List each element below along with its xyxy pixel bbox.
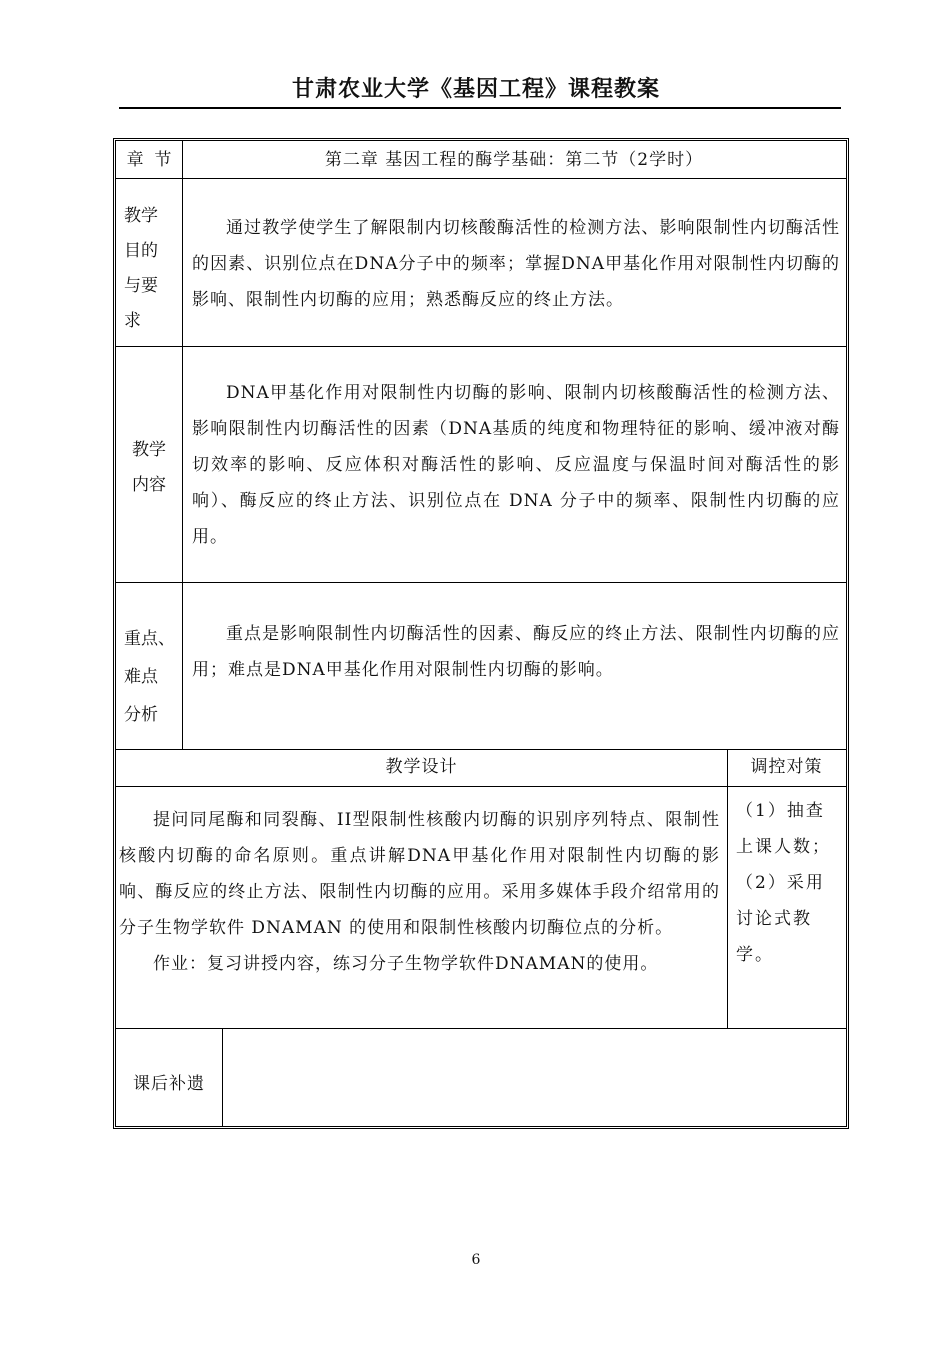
row-divider (116, 786, 846, 787)
homework-paragraph: 作业：复习讲授内容，练习分子生物学软件DNAMAN的使用。 (153, 954, 659, 974)
row-divider (116, 582, 846, 583)
control-strategy-text: （1）抽查上课人数；（2）采用讨论式教学。 (736, 801, 831, 965)
supplement-label: 课后补遗 (133, 1074, 205, 1094)
row-divider (116, 1028, 846, 1029)
row-divider (116, 178, 846, 179)
column-divider (727, 749, 728, 1028)
row-divider (116, 346, 846, 347)
header-rule (119, 107, 841, 109)
key-points-text: 重点是影响限制性内切酶活性的因素、酶反应的终止方法、限制性内切酶的应用；难点是DNA甲基化作用对限制性内切酶的影响。 (192, 624, 840, 680)
lesson-plan-table (113, 138, 849, 1129)
teaching-design-header: 教学设计 (385, 757, 458, 777)
document-title: 甘肃农业大学《基因工程》课程教案 (291, 77, 660, 102)
page-number: 6 (471, 1252, 481, 1268)
content-label: 教学 内容 (132, 440, 166, 495)
design-paragraph: 提问同尾酶和同裂酶、II型限制性核酸内切酶的识别序列特点、限制性核酸内切酶的命名原则。重点讲解DNA甲基化作用对限制性内切酶的影响、酶反应的终止方法、限制性内切酶的应用。采用多媒体手段介绍常用的分子生物学软件 DNAMAN 的使用和限制性核酸内切酶位点的分析。 (119, 810, 720, 938)
chapter-label: 章 节 (126, 150, 172, 170)
key-points-label: 重点、 难点 分析 (124, 629, 175, 725)
column-divider (222, 1028, 223, 1126)
objectives-label: 教学 目的 与要 求 (124, 206, 158, 331)
control-strategy-header: 调控对策 (750, 757, 823, 777)
chapter-value: 第二章 基因工程的酶学基础：第二节（2学时） (324, 150, 704, 170)
content-text: DNA甲基化作用对限制性内切酶的影响、限制内切核酸酶活性的检测方法、影响限制性内切酶活性的因素（DNA基质的纯度和物理特征的影响、缓冲液对酶切效率的影响、反应体积对酶活性的影响、反应温度与保温时间对酶活性的影响）、酶反应的终止方法、识别位点在 DNA 分子中的频率、限制性内切酶的应用。 (192, 383, 840, 547)
objectives-text: 通过教学使学生了解限制内切核酸酶活性的检测方法、影响限制性内切酶活性的因素、识别位点在DNA分子中的频率；掌握DNA甲基化作用对限制性内切酶的影响、限制性内切酶的应用；熟悉酶反应的终止方法。 (192, 218, 840, 310)
column-divider (182, 141, 183, 749)
teaching-design-body (119, 802, 720, 982)
